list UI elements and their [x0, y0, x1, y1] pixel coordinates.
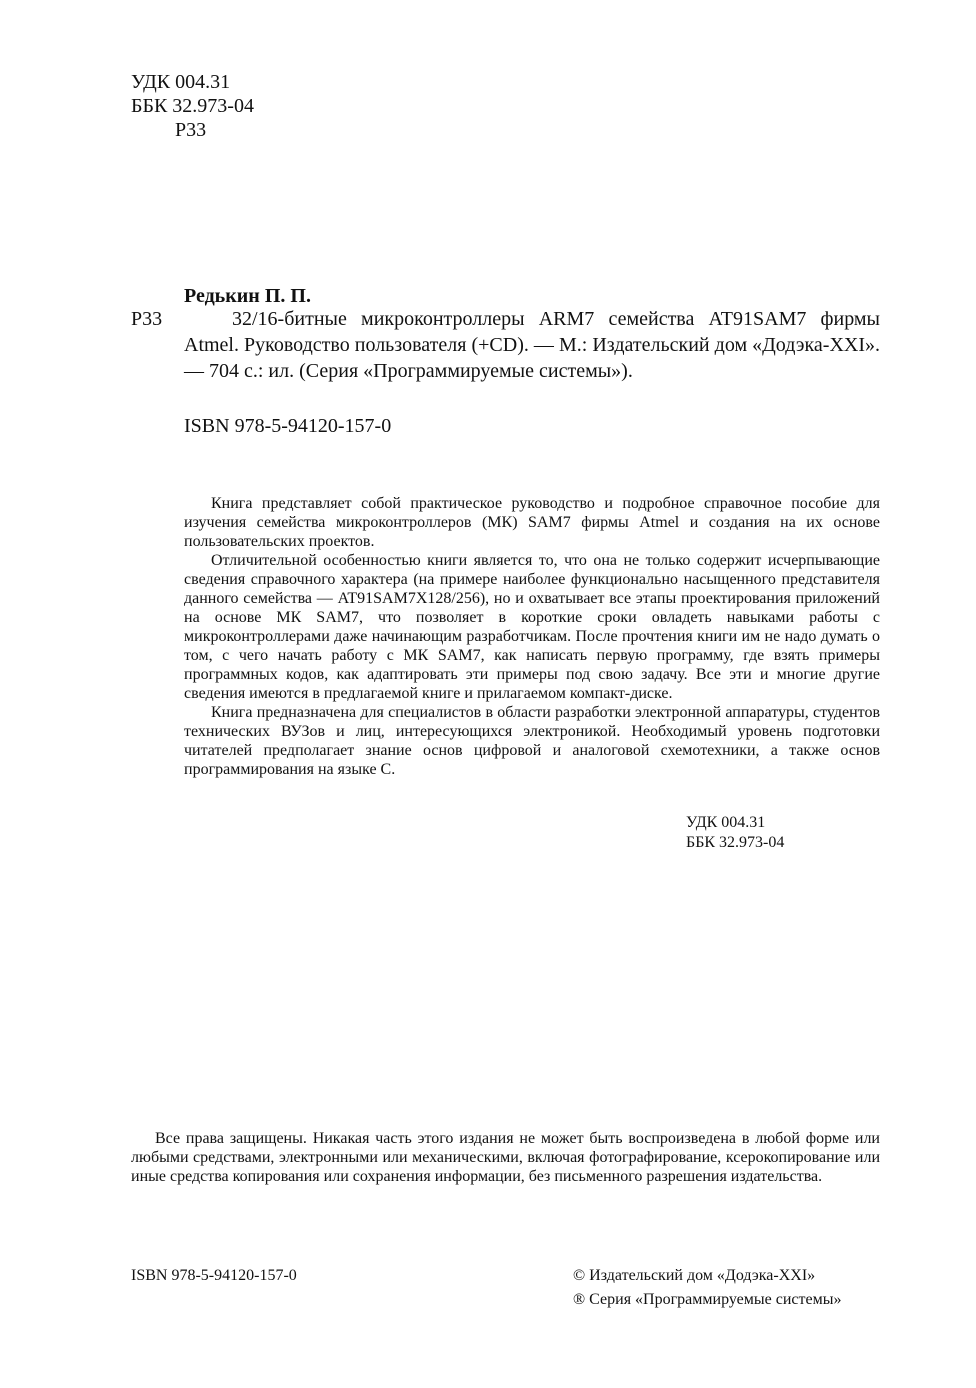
footer-series: ® Серия «Программируемые системы» — [573, 1291, 842, 1308]
bibliographic-description: 32/16-битные микроконтроллеры ARM7 семейства AT91SAM7 фирмы Atmel. Руководство пользователя (+CD). — М.: Издательский дом «Додэка-XXI». — 704 с.: ил. (Серия «Программируемые системы»). — [184, 308, 880, 382]
classification-header — [131, 70, 254, 142]
classification-repeat — [686, 813, 784, 853]
annotation-paragraph: Книга представляет собой практическое руководство и подробное справочное пособие для изучения семейства микроконтроллеров (МК) SAM7 фирмы Atmel и создания на их основе пользовательских проектов. — [184, 495, 880, 550]
book-author: Редькин П. П. — [184, 285, 311, 307]
annotation-paragraph: Отличительной особенностью книги является то, что она не только содержит исчерпывающие сведения справочного характера (на примере наиболее функционально насыщенного представителя данного семейства — AT91SAM7X128/256), но и охватывает все этапы проектирования приложений на основе МК SAM7, что позволяет в короткие сроки овладеть навыками работы с микроконтроллерами даже начинающим разработчикам. После прочтения книги им не надо думать о том, с чего начать работу с МК SAM7, как написать первую программу, где взять примеры программных кодов, как адаптировать эти примеры под свою задачу. Все эти и многие другие сведения имеются в предлагаемой книге и прилагаемом компакт-диске. — [184, 552, 880, 702]
udk-code: УДК 004.31 — [131, 71, 231, 93]
footer-copyright: © Издательский дом «Додэка-XXI» — [573, 1267, 816, 1284]
udk-code-repeat: УДК 004.31 — [686, 814, 766, 831]
annotation-paragraph: Книга предназначена для специалистов в области разработки электронной аппаратуры, студентов технических ВУЗов и лиц, интересующихся электроникой. Необходимый уровень подготовки читателей предполагает знание основ цифровой и аналоговой схемотехники, а также основ программирования на языке С. — [184, 704, 880, 778]
author-code: Р33 — [175, 119, 207, 141]
bibliographic-code: Р33 — [131, 308, 163, 330]
annotation — [184, 494, 880, 779]
isbn-top: ISBN 978-5-94120-157-0 — [184, 415, 392, 437]
footer-isbn: ISBN 978-5-94120-157-0 — [131, 1267, 297, 1284]
bbk-code-repeat: ББК 32.973-04 — [686, 834, 785, 851]
rights-text: Все права защищены. Никакая часть этого издания не может быть воспроизведена в любой форме или любыми средствами, электронными или механическими, включая фотографирование, ксерокопирование или иные средства копирования или сохранения информации, без письменного разрешения издательства. — [131, 1130, 880, 1185]
rights-notice — [131, 1129, 880, 1186]
bbk-code: ББК 32.973-04 — [131, 95, 254, 117]
